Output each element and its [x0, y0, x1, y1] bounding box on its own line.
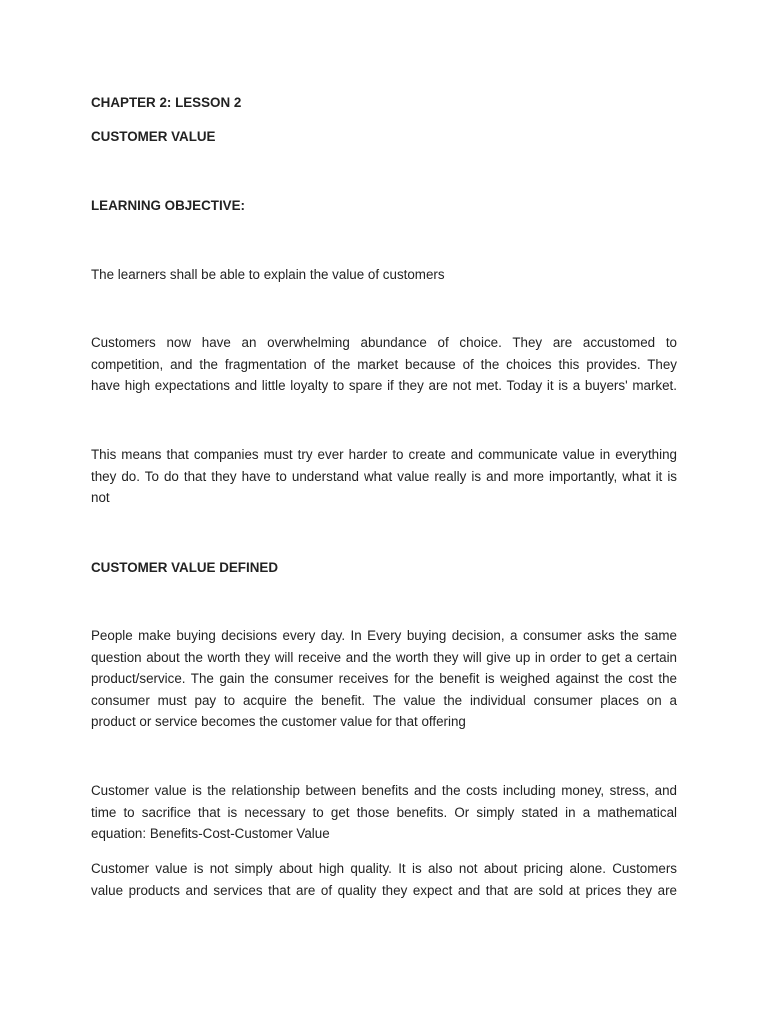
paragraph-line: not: [91, 490, 110, 506]
paragraph-buying-decisions: [91, 625, 677, 733]
paragraph-value-relationship: [91, 780, 677, 845]
paragraph-line: competition, and the fragmentation of the market because of the choices this provides. They: [91, 356, 677, 372]
paragraph-line: Customer value is the relationship between benefits and the costs including money, stress, and: [91, 783, 677, 798]
paragraph-line: product/service. The gain the consumer receives for the benefit is weighed against the cost the: [91, 671, 677, 687]
learning-objective-heading: LEARNING OBJECTIVE:: [91, 198, 246, 213]
lesson-title: CUSTOMER VALUE: [91, 129, 216, 144]
paragraph-line: time to sacrifice that is necessary to get those benefits. Or simply stated in a mathematical: [91, 804, 677, 820]
paragraph-choice-abundance: [91, 332, 677, 397]
chapter-heading: CHAPTER 2: LESSON 2: [91, 95, 242, 110]
learning-objective-text: The learners shall be able to explain the value of customers: [91, 267, 445, 282]
paragraph-line: value products and services that are of quality they expect and that are sold at prices they are: [91, 882, 677, 898]
paragraph-line: consumer must pay to acquire the benefit. The value the individual consumer places on a: [91, 692, 677, 708]
paragraph-create-value: [91, 444, 677, 509]
paragraph-line: Customers now have an overwhelming abundance of choice. They are accustomed to: [91, 335, 677, 350]
paragraph-line: This means that companies must try ever harder to create and communicate value in everything: [91, 447, 677, 462]
paragraph-line: product or service becomes the customer value for that offering: [91, 714, 466, 730]
paragraph-line: question about the worth they will receive and the worth they will give up in order to get a certain: [91, 649, 677, 665]
paragraph-line: they do. To do that they have to understand what value really is and more importantly, what it is: [91, 468, 677, 484]
section-heading-customer-value-defined: CUSTOMER VALUE DEFINED: [91, 560, 278, 575]
paragraph-line: have high expectations and little loyalty to spare if they are not met. Today it is a buyers' market.: [91, 378, 677, 394]
paragraph-line: Customer value is not simply about high quality. It is also not about pricing alone. Customers: [91, 861, 677, 876]
paragraph-line: People make buying decisions every day. In Every buying decision, a consumer asks the same: [91, 628, 677, 643]
paragraph-line: equation: Benefits-Cost-Customer Value: [91, 826, 330, 842]
paragraph-quality-pricing: [91, 858, 677, 901]
